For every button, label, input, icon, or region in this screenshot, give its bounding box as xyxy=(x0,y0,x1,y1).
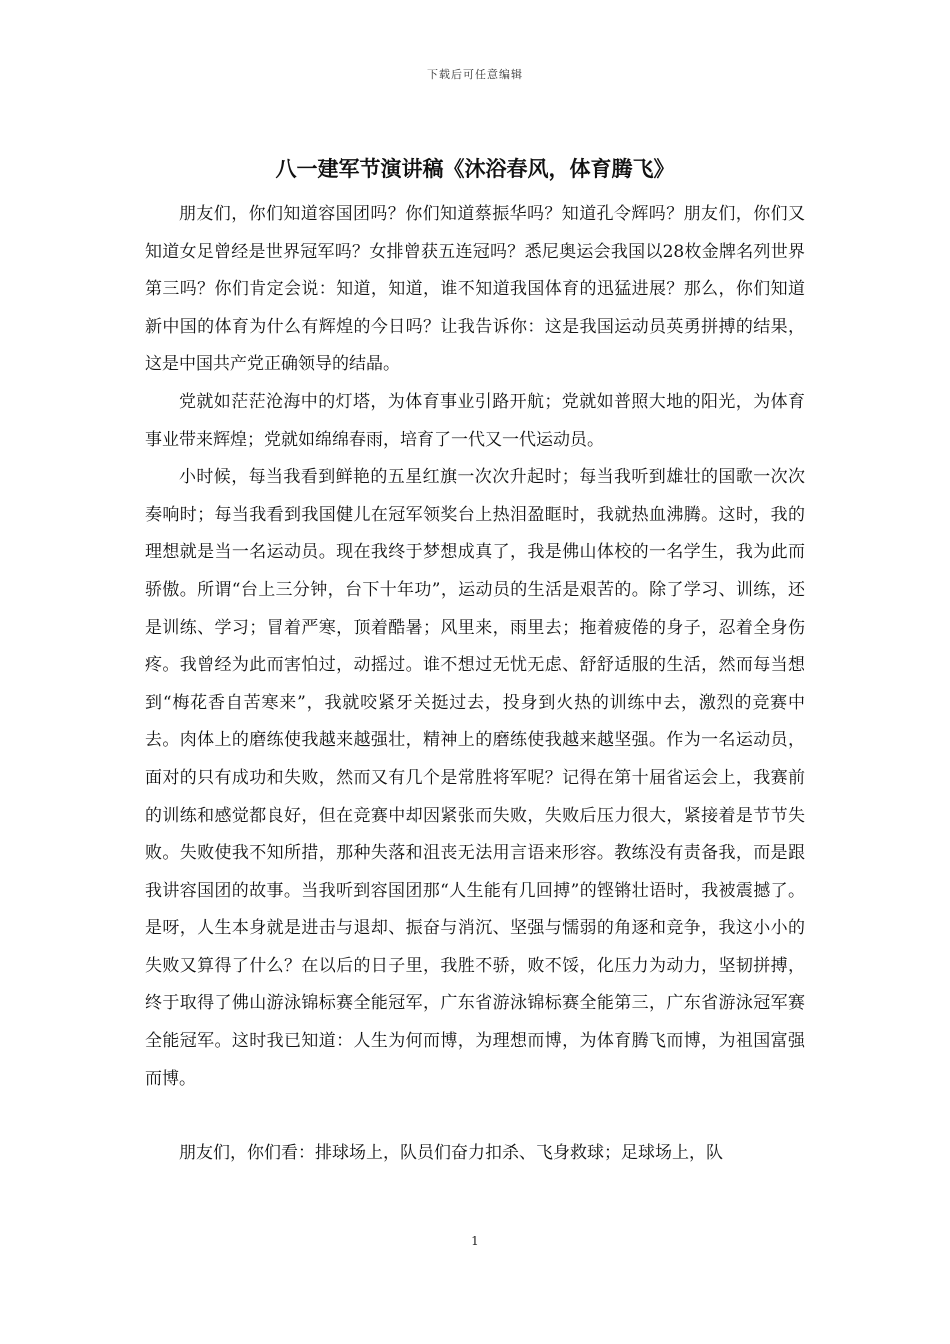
paragraph: 朋友们，你们看：排球场上，队员们奋力扣杀、飞身救球；足球场上，队 xyxy=(179,1143,723,1164)
document-body xyxy=(145,196,805,1173)
paragraph: 朋友们，你们知道容国团吗？你们知道蔡振华吗？知道孔令辉吗？朋友们，你们又知道女足曾经是世界冠军吗？女排曾获五连冠吗？悉尼奥运会我国以28枚金牌名列世界第三吗？你们肯定会说：知道，知道，谁不知道我国体育的迅猛进展？那么，你们知道新中国的体育为什么有辉煌的今日吗？让我告诉你：这是我国运动员英勇拼搏的结果，这是中国共产党正确领导的结晶。 xyxy=(145,204,805,375)
paragraph: 小时候，每当我看到鲜艳的五星红旗一次次升起时；每当我听到雄壮的国歌一次次奏响时；每当我看到我国健儿在冠军领奖台上热泪盈眶时，我就热血沸腾。这时，我的理想就是当一名运动员。现在我终于梦想成真了，我是佛山体校的一名学生，我为此而骄傲。所谓“台上三分钟，台下十年功”，运动员的生活是艰苦的。除了学习、训练，还是训练、学习；冒着严寒，顶着酷暑；风里来，雨里去；拖着疲倦的身子，忍着全身伤疼。我曾经为此而害怕过，动摇过。谁不想过无忧无虑、舒舒适服的生活，然而每当想到“梅花香自苦寒来”，我就咬紧牙关挺过去，投身到火热的训练中去，激烈的竞赛中去。肉体上的磨练使我越来越强壮，精神上的磨练使我越来越坚强。作为一名运动员，面对的只有成功和失败，然而又有几个是常胜将军呢？记得在第十届省运会上，我赛前的训练和感觉都良好，但在竞赛中却因紧张而失败，失败后压力很大，紧接着是节节失败。失败使我不知所措，那种失落和沮丧无法用言语来形容。教练没有责备我，而是跟我讲容国团的故事。当我听到容国团那“人生能有几回搏”的铿锵壮语时，我被震撼了。是呀，人生本身就是进击与退却、振奋与消沉、坚强与懦弱的角逐和竞争，我这小小的失败又算得了什么？在以后的日子里，我胜不骄，败不馁，化压力为动力，坚韧拼搏，终于取得了佛山游泳锦标赛全能冠军，广东省游泳锦标赛全能第三，广东省游泳冠军赛全能冠军。这时我已知道：人生为何而博，为理想而博，为体育腾飞而博，为祖国富强而博。 xyxy=(145,467,805,1089)
page-number: 1 xyxy=(471,1234,479,1248)
document-title: 八一建军节演讲稿《沐浴春风，体育腾飞》 xyxy=(275,156,675,181)
header-note: 下载后可任意编辑 xyxy=(427,68,523,81)
paragraph: 党就如茫茫沧海中的灯塔，为体育事业引路开航；党就如普照大地的阳光，为体育事业带来辉煌；党就如绵绵春雨，培育了一代又一代运动员。 xyxy=(145,391,805,450)
